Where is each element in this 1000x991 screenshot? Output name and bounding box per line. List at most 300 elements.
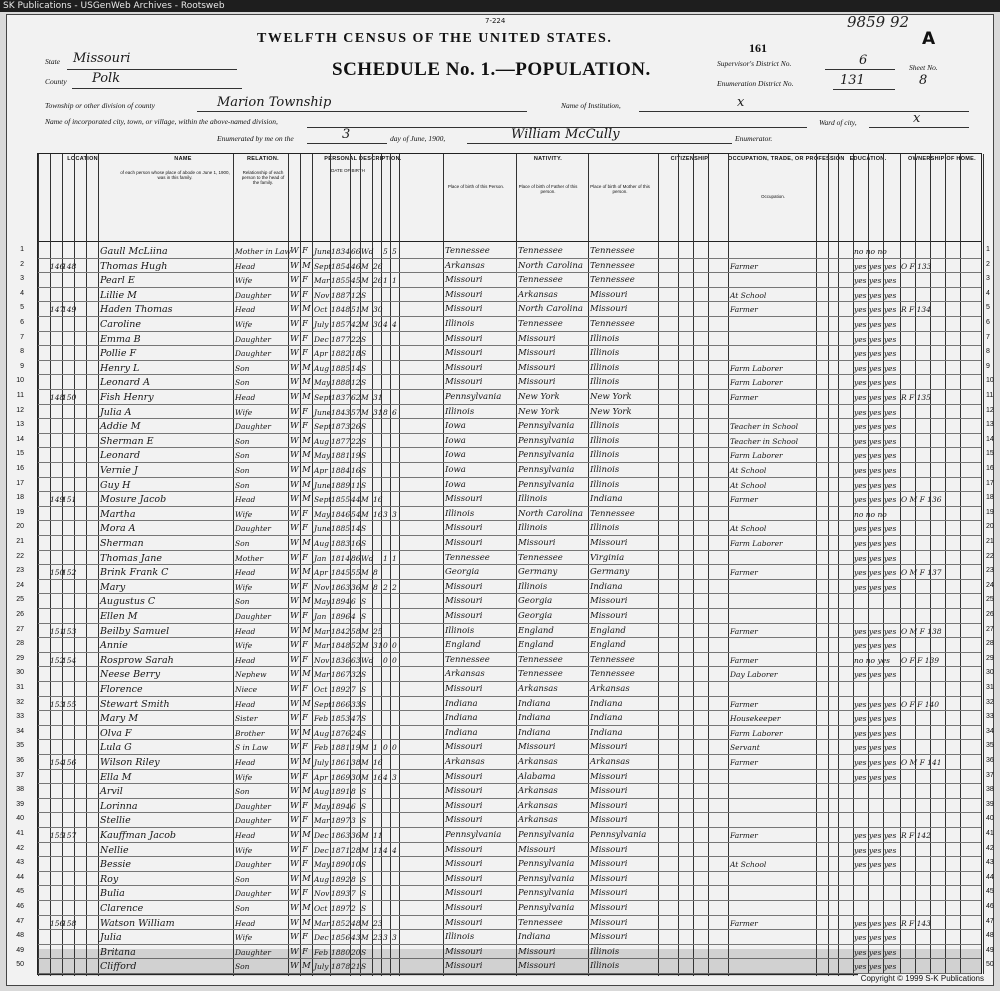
table-header bbox=[38, 154, 981, 242]
cell-mother: Germany bbox=[590, 567, 630, 578]
cell-ch2: 0 bbox=[392, 641, 397, 651]
cell-month: Jan bbox=[314, 612, 327, 621]
cell-name: Lorinna bbox=[100, 800, 138, 812]
line-number-right: 4 bbox=[986, 289, 990, 297]
cell-own: O M F 138 bbox=[901, 626, 942, 636]
cell-year: 1878 bbox=[331, 962, 351, 972]
line-number-right: 40 bbox=[986, 815, 994, 823]
cell-mother: Tennessee bbox=[590, 654, 635, 665]
cell-edu: yes yes yes bbox=[854, 290, 897, 300]
cell-month: Sept bbox=[314, 699, 332, 709]
cell-mother: Illinois bbox=[590, 421, 620, 432]
cell-name: Emma B bbox=[100, 333, 141, 345]
cell-sex: F bbox=[302, 581, 308, 592]
cell-rel: Head bbox=[235, 831, 256, 840]
cell-sex: F bbox=[302, 508, 308, 519]
cell-month: Oct bbox=[314, 685, 328, 694]
cell-father: Illinois bbox=[518, 523, 548, 534]
cell-birth: Iowa bbox=[445, 465, 466, 475]
line-number-right: 15 bbox=[986, 450, 994, 458]
line-number-right: 48 bbox=[986, 932, 994, 940]
cell-age: 32 bbox=[351, 670, 361, 680]
cell-year: 1885 bbox=[331, 363, 351, 373]
cell-edu: yes yes yes bbox=[854, 261, 897, 271]
line-number: 26 bbox=[16, 611, 24, 618]
cell-marital: Wd bbox=[361, 247, 374, 256]
form-number: 7-224 bbox=[485, 17, 506, 25]
cell-ch1: 0 bbox=[383, 743, 388, 753]
cell-ch2: 5 bbox=[392, 247, 397, 256]
table-row bbox=[16, 799, 994, 815]
cell-father: Missouri bbox=[518, 377, 556, 388]
cell-father: Tennessee bbox=[518, 319, 563, 329]
cell-color: W bbox=[290, 757, 299, 767]
cell-rel: Head bbox=[235, 655, 256, 665]
cell-father: Tennessee bbox=[518, 654, 563, 665]
cell-rel: Head bbox=[235, 568, 256, 578]
cell-mother: Illinois bbox=[590, 465, 620, 475]
line-number-right: 16 bbox=[986, 465, 994, 472]
cell-mother: Missouri bbox=[590, 771, 628, 782]
cell-occ: Teacher in School bbox=[730, 436, 798, 446]
cell-marital: M bbox=[361, 305, 369, 315]
cell-edu: yes yes yes bbox=[854, 641, 897, 651]
line-number: 3 bbox=[20, 275, 24, 283]
cell-marital: S bbox=[361, 801, 367, 811]
cell-ch1: 5 bbox=[383, 247, 388, 256]
cell-year: 1887 bbox=[331, 290, 351, 300]
cell-age: 57 bbox=[351, 407, 361, 417]
col-group-citizenship: CITIZENSHIP. bbox=[670, 156, 710, 162]
cell-marital: S bbox=[361, 290, 367, 300]
cell-month: Feb bbox=[314, 743, 329, 753]
cell-edu: yes yes yes bbox=[854, 860, 897, 870]
cell-marital: M bbox=[361, 743, 369, 753]
cell-ch1: 0 bbox=[383, 655, 388, 665]
cell-color: W bbox=[290, 625, 299, 636]
line-number-right: 2 bbox=[986, 260, 990, 268]
cell-birth: Arkansas bbox=[445, 260, 485, 271]
table-row bbox=[16, 930, 994, 946]
line-number: 40 bbox=[16, 815, 24, 823]
cell-month: Nov bbox=[314, 889, 330, 899]
cell-name: Stewart Smith bbox=[100, 698, 170, 710]
line-number: 28 bbox=[16, 640, 24, 648]
cell-birth: Missouri bbox=[445, 742, 483, 753]
cell-sex: F bbox=[302, 932, 308, 943]
cell-edu: yes yes yes bbox=[854, 436, 897, 446]
cell-ch2: 3 bbox=[392, 509, 397, 519]
cell-edu: yes yes yes bbox=[854, 422, 897, 432]
cell-name: Vernie J bbox=[100, 465, 138, 476]
institution-label: Name of Institution, bbox=[561, 101, 621, 110]
line-number: 33 bbox=[16, 713, 24, 721]
cell-marital: M bbox=[361, 320, 369, 329]
cell-sex: M bbox=[302, 903, 311, 913]
cell-marital: S bbox=[361, 889, 367, 899]
cell-mother: Illinois bbox=[590, 348, 620, 359]
table-row bbox=[16, 755, 994, 771]
cell-rel: Daughter bbox=[235, 816, 271, 826]
cell-color: W bbox=[290, 727, 299, 738]
enumerator-name: William McCully bbox=[511, 127, 620, 142]
city-label: Name of incorporated city, town, or village, within the above-named division, bbox=[45, 117, 278, 126]
cell-name: Lula G bbox=[100, 742, 132, 754]
cell-name: Julia A bbox=[100, 406, 132, 418]
cell-name: Augustus C bbox=[100, 596, 156, 608]
line-number-right: 18 bbox=[986, 494, 994, 502]
line-number-right: 10 bbox=[986, 377, 994, 385]
line-number-right: 34 bbox=[986, 727, 994, 735]
ward-value: x bbox=[913, 111, 921, 126]
line-number: 7 bbox=[20, 333, 24, 341]
cell-year: 1873 bbox=[331, 422, 351, 432]
cell-color: W bbox=[290, 333, 299, 344]
cell-rel: S in Law bbox=[235, 743, 269, 753]
cell-edu: yes yes yes bbox=[854, 393, 897, 402]
cell-color: W bbox=[290, 669, 299, 680]
cell-sex: F bbox=[302, 946, 308, 957]
cell-sex: F bbox=[302, 684, 308, 694]
table-row bbox=[16, 580, 994, 596]
day-label: day of June, 1900, bbox=[390, 134, 446, 143]
table-row bbox=[20, 273, 990, 289]
cell-mother: Missouri bbox=[590, 611, 628, 621]
cell-sex: F bbox=[302, 742, 308, 753]
cell-rel: Head bbox=[235, 261, 256, 271]
cell-father: Missouri bbox=[518, 946, 556, 957]
cell-sex: M bbox=[302, 698, 311, 709]
cell-father: Georgia bbox=[518, 596, 553, 607]
cell-mother: Missouri bbox=[590, 859, 628, 870]
state-label: State bbox=[45, 57, 60, 66]
cell-year: 1855 bbox=[331, 495, 351, 505]
cell-birth: Missouri bbox=[445, 333, 483, 344]
cell-mother: Missouri bbox=[590, 932, 628, 943]
cell-occ: Farm Laborer bbox=[730, 378, 783, 388]
cell-age: 47 bbox=[351, 714, 361, 724]
line-number-right: 38 bbox=[986, 786, 994, 794]
cell-month: Apr bbox=[314, 466, 328, 475]
table-row bbox=[16, 551, 994, 567]
line-number-right: 6 bbox=[986, 319, 990, 326]
cell-birth: England bbox=[445, 640, 481, 651]
cell-occ: Farmer bbox=[730, 699, 758, 709]
cell-sex: F bbox=[302, 289, 308, 300]
cell-father: Alabama bbox=[518, 771, 556, 782]
cell-rel: Son bbox=[235, 962, 250, 972]
cell-sex: M bbox=[302, 596, 311, 607]
table-row bbox=[16, 770, 994, 786]
table-row bbox=[16, 624, 994, 640]
cell-edu: yes yes yes bbox=[854, 743, 897, 753]
cell-rel: Son bbox=[235, 874, 250, 884]
col-group-name: NAME bbox=[174, 156, 192, 162]
table-row bbox=[16, 959, 994, 975]
cell-mother: New York bbox=[590, 406, 632, 417]
cell-age: 45 bbox=[351, 276, 361, 286]
table-row bbox=[16, 872, 994, 888]
cell-name: Thomas Hugh bbox=[100, 260, 168, 272]
cell-mother: Indiana bbox=[590, 727, 623, 738]
cell-month: Aug bbox=[314, 787, 330, 797]
cell-name: Caroline bbox=[100, 319, 142, 330]
county-value: Polk bbox=[92, 71, 121, 86]
cell-color: W bbox=[290, 508, 299, 519]
cell-fam: 154 bbox=[62, 655, 77, 665]
cell-month: Dec bbox=[314, 831, 329, 840]
cell-name: Wilson Riley bbox=[100, 757, 160, 768]
cell-birth: Missouri bbox=[445, 859, 483, 870]
cell-father: Germany bbox=[518, 567, 558, 578]
cell-father: Tennessee bbox=[518, 552, 563, 563]
col-group-relation: RELATION. bbox=[247, 156, 279, 162]
cell-color: W bbox=[290, 596, 299, 607]
schedule-title: SCHEDULE No. 1.—POPULATION. bbox=[332, 59, 651, 80]
cell-age: 12 bbox=[351, 378, 361, 388]
cell-dw: 149 bbox=[50, 495, 65, 505]
cell-birth: Missouri bbox=[445, 348, 483, 359]
table-row bbox=[16, 653, 994, 669]
county-label: County bbox=[45, 77, 67, 86]
cell-month: July bbox=[314, 758, 329, 767]
cell-marital: S bbox=[361, 787, 367, 797]
cell-edu: yes yes yes bbox=[854, 699, 897, 709]
cell-edu: yes yes yes bbox=[854, 480, 897, 490]
cell-age: 19 bbox=[351, 451, 361, 461]
cell-marital: M bbox=[361, 933, 369, 943]
cell-name: Watson William bbox=[100, 917, 175, 929]
cell-year: 1880 bbox=[331, 947, 351, 957]
cell-age: 16 bbox=[351, 539, 361, 548]
cell-birth: Missouri bbox=[445, 581, 483, 592]
cell-year: 1894 bbox=[331, 801, 351, 811]
cell-color: W bbox=[290, 377, 299, 388]
cell-edu: no no no bbox=[854, 509, 887, 519]
cell-color: W bbox=[290, 611, 299, 621]
cell-marital: S bbox=[361, 422, 367, 432]
cell-color: W bbox=[290, 698, 299, 709]
cell-year: 1883 bbox=[331, 539, 351, 548]
cell-color: W bbox=[290, 494, 299, 505]
cell-birth: Missouri bbox=[445, 800, 483, 811]
cell-sex: M bbox=[302, 260, 311, 271]
cell-color: W bbox=[290, 859, 299, 870]
cell-birth: Missouri bbox=[445, 961, 483, 972]
cell-occ: Farm Laborer bbox=[730, 451, 783, 461]
cell-birth: Tennessee bbox=[445, 654, 490, 665]
line-number: 13 bbox=[16, 421, 24, 429]
cell-year: 1863 bbox=[331, 582, 351, 592]
cell-age: 14 bbox=[351, 363, 361, 373]
cell-father: Arkansas bbox=[518, 289, 558, 300]
cell-yrs: 31 bbox=[373, 393, 383, 402]
cell-month: Dec bbox=[314, 845, 329, 855]
cell-edu: yes yes yes bbox=[854, 407, 897, 417]
cell-color: W bbox=[290, 552, 299, 563]
cell-month: May bbox=[314, 801, 331, 811]
table-row bbox=[16, 419, 994, 435]
cell-father: Missouri bbox=[518, 742, 556, 753]
cell-sex: F bbox=[302, 713, 308, 724]
line-number: 31 bbox=[16, 684, 24, 691]
table-row bbox=[16, 726, 994, 742]
cell-mother: Illinois bbox=[590, 435, 620, 446]
cell-father: Indiana bbox=[518, 698, 551, 709]
cell-rel: Brother bbox=[235, 728, 265, 738]
cell-sex: F bbox=[302, 348, 308, 359]
table-row bbox=[20, 361, 990, 377]
cell-birth: Missouri bbox=[445, 684, 483, 694]
cell-yrs: 16 bbox=[373, 495, 383, 505]
cell-rel: Mother in Law bbox=[235, 247, 291, 256]
cell-color: W bbox=[290, 742, 299, 753]
line-number: 30 bbox=[16, 669, 24, 677]
cell-edu: yes yes yes bbox=[854, 363, 897, 373]
cell-color: W bbox=[290, 654, 299, 665]
cell-age: 66 bbox=[351, 247, 361, 256]
table-row bbox=[16, 857, 994, 873]
cell-father: Missouri bbox=[518, 961, 556, 972]
cell-mother: Missouri bbox=[590, 596, 628, 607]
cell-edu: yes yes yes bbox=[854, 933, 897, 943]
cell-name: Clarence bbox=[100, 903, 144, 914]
cell-birth: Arkansas bbox=[445, 757, 485, 767]
cell-own: O F F 139 bbox=[901, 655, 940, 665]
cell-birth: Missouri bbox=[445, 873, 483, 884]
line-number: 37 bbox=[16, 771, 24, 779]
cell-mother: Tennessee bbox=[590, 319, 635, 329]
cell-sex: F bbox=[302, 640, 308, 651]
cell-sex: M bbox=[302, 917, 311, 928]
line-number-right: 13 bbox=[986, 421, 994, 429]
supervisor-district-label: Supervisor's District No. bbox=[717, 59, 792, 68]
institution-value: x bbox=[737, 95, 745, 110]
cell-birth: Iowa bbox=[445, 421, 466, 432]
cell-occ: Farm Laborer bbox=[730, 728, 783, 738]
cell-birth: Tennessee bbox=[445, 552, 490, 563]
occupation-col-label: Occupation. bbox=[760, 194, 785, 199]
cell-father: Pennsylvania bbox=[518, 479, 575, 490]
cell-birth: Missouri bbox=[445, 771, 483, 782]
cell-own: O M F 137 bbox=[901, 568, 942, 578]
cell-name: Addie M bbox=[100, 421, 141, 433]
cell-father: North Carolina bbox=[518, 260, 583, 271]
cell-month: Nov bbox=[314, 655, 330, 665]
line-number-right: 12 bbox=[986, 406, 994, 414]
cell-age: 6 bbox=[351, 597, 356, 607]
cell-yrs: 26 bbox=[373, 276, 383, 286]
cell-birth: Indiana bbox=[445, 713, 478, 724]
cell-birth: Illinois bbox=[445, 508, 475, 519]
cell-color: W bbox=[290, 348, 299, 359]
cell-mother: Missouri bbox=[590, 873, 628, 884]
line-number: 4 bbox=[20, 289, 24, 297]
cell-occ: At School bbox=[730, 480, 767, 490]
line-number: 12 bbox=[16, 406, 24, 414]
cell-birth: Missouri bbox=[445, 815, 483, 826]
cell-month: Aug bbox=[314, 436, 330, 446]
cell-marital: S bbox=[361, 597, 367, 607]
cell-rel: Wife bbox=[235, 933, 253, 943]
line-number-right: 23 bbox=[986, 567, 994, 575]
cell-father: Missouri bbox=[518, 538, 556, 548]
cell-birth: Missouri bbox=[445, 362, 483, 373]
table-row bbox=[16, 609, 994, 625]
line-number-right: 50 bbox=[986, 961, 994, 969]
line-number-right: 21 bbox=[986, 538, 994, 545]
cell-marital: S bbox=[361, 451, 367, 461]
line-number-right: 39 bbox=[986, 800, 994, 808]
cell-name: Britana bbox=[100, 946, 136, 958]
table-row bbox=[16, 843, 994, 859]
source-banner: SK Publications - USGenWeb Archives - Rootsweb bbox=[0, 0, 1000, 12]
cell-marital: S bbox=[361, 947, 367, 957]
cell-month: Aug bbox=[314, 363, 330, 373]
cell-dw: 151 bbox=[50, 626, 65, 636]
cell-rel: Wife bbox=[235, 641, 253, 651]
cell-father: Arkansas bbox=[518, 786, 558, 797]
table-row bbox=[16, 740, 994, 756]
cell-month: May bbox=[314, 378, 331, 388]
cell-color: W bbox=[290, 684, 299, 694]
cell-age: 12 bbox=[351, 290, 361, 300]
cell-year: 1843 bbox=[331, 407, 351, 417]
cell-birth: Iowa bbox=[445, 450, 466, 461]
cell-rel: Wife bbox=[235, 582, 253, 592]
nativity-self-label: Place of birth of this Person. bbox=[447, 184, 505, 189]
cell-marital: M bbox=[361, 509, 369, 519]
cell-occ: Farmer bbox=[730, 261, 758, 271]
cell-name: Mary bbox=[100, 581, 126, 593]
cell-mother: Missouri bbox=[590, 538, 628, 548]
cell-fam: 150 bbox=[62, 393, 77, 402]
cell-edu: no no yes bbox=[854, 655, 890, 665]
cell-month: May bbox=[314, 509, 331, 519]
cell-yrs: 16 bbox=[373, 509, 383, 519]
table-row bbox=[16, 945, 994, 961]
line-number-right: 22 bbox=[986, 552, 994, 560]
cell-year: 1856 bbox=[331, 933, 351, 943]
line-number: 41 bbox=[16, 830, 24, 837]
cell-mother: Indiana bbox=[590, 581, 623, 592]
enumerator-label: Enumerator. bbox=[735, 134, 773, 143]
cell-year: 1857 bbox=[331, 320, 351, 329]
cell-ch1: 1 bbox=[383, 276, 388, 286]
cell-mother: Arkansas bbox=[590, 757, 630, 767]
enumerated-label: Enumerated by me on the bbox=[217, 134, 294, 143]
cell-name: Leonard A bbox=[100, 377, 150, 389]
line-number-right: 8 bbox=[986, 348, 990, 356]
cell-year: 1863 bbox=[331, 831, 351, 840]
cell-rel: Head bbox=[235, 758, 256, 767]
copyright-notice: Copyright © 1999 S-K Publications bbox=[858, 974, 987, 983]
cell-name: Sherman bbox=[100, 538, 144, 549]
cell-age: 6 bbox=[351, 801, 356, 811]
cell-year: 1897 bbox=[331, 904, 351, 913]
line-number: 29 bbox=[16, 654, 24, 662]
cell-age: 62 bbox=[351, 393, 361, 402]
cell-sex: M bbox=[302, 873, 311, 884]
cell-color: W bbox=[290, 567, 299, 578]
line-number: 18 bbox=[16, 494, 24, 502]
cell-month: Mar bbox=[314, 276, 330, 286]
enumeration-district-label: Enumeration District No. bbox=[717, 79, 794, 88]
census-title: TWELFTH CENSUS OF THE UNITED STATES. bbox=[257, 31, 613, 46]
cell-dw: 150 bbox=[50, 568, 65, 578]
cell-sex: M bbox=[302, 450, 311, 461]
line-number: 15 bbox=[16, 450, 24, 458]
